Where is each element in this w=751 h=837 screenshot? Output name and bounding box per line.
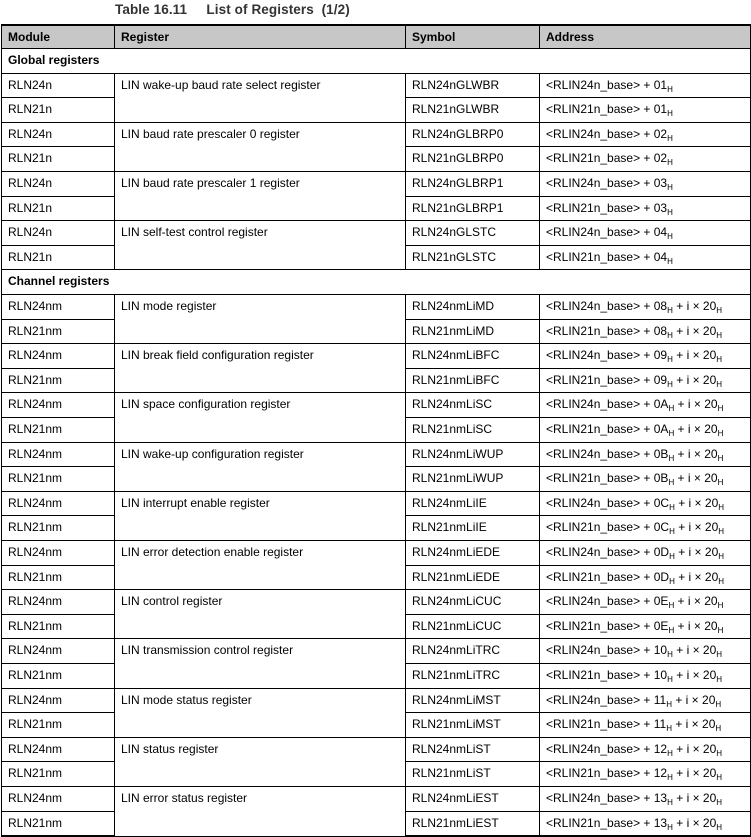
symbol-cell: RLN21nmLiCUC [406, 614, 540, 639]
address-cell [540, 221, 751, 246]
symbol-cell: RLN21nmLiIE [406, 516, 540, 541]
section-title: Global registers [2, 49, 751, 74]
address-cell [540, 491, 751, 516]
address-offset: <RLIN21n_base> + 09 [546, 372, 668, 387]
address-offset: <RLIN21n_base> + 02 [546, 151, 668, 166]
table-row [2, 639, 751, 664]
hex-suffix: H [667, 256, 673, 266]
address-offset: <RLIN24n_base> + 04 [546, 225, 668, 240]
hex-suffix: H [667, 84, 673, 94]
symbol-cell: RLN24nmLiTRC [406, 639, 540, 664]
symbol-cell: RLN21nmLiST [406, 762, 540, 787]
address-cell [540, 565, 751, 590]
table-row [2, 688, 751, 713]
address-offset: <RLIN21n_base> + 0D [546, 569, 670, 584]
hex-suffix: H [668, 478, 675, 488]
module-cell: RLN24nm [2, 786, 115, 811]
address-offset: <RLIN21n_base> + 0C [546, 520, 670, 535]
symbol-cell: RLN24nGLBRP0 [406, 122, 540, 147]
hex-suffix: H [666, 724, 672, 734]
header-symbol: Symbol [406, 25, 540, 49]
header-address: Address [540, 25, 751, 49]
symbol-cell: RLN24nmLiMD [406, 295, 540, 320]
hex-suffix: H [716, 797, 723, 807]
hex-suffix: H [717, 601, 724, 611]
address-cell [540, 737, 751, 762]
register-name-cell: LIN space configuration register [115, 393, 406, 442]
table-header-row [2, 25, 751, 49]
address-stride: + i × 20 [674, 569, 719, 584]
module-cell: RLN24n [2, 73, 115, 98]
hex-suffix: H [667, 330, 673, 340]
register-name-cell: LIN status register [115, 737, 406, 786]
symbol-cell: RLN21nmLiBFC [406, 368, 540, 393]
address-offset: <RLIN24n_base> + 09 [546, 348, 668, 363]
address-offset: <RLIN21n_base> + 08 [546, 323, 668, 338]
module-cell: RLN24nm [2, 737, 115, 762]
address-offset: <RLIN24n_base> + 13 [546, 790, 668, 805]
table-row [2, 540, 751, 565]
address-cell [540, 98, 751, 123]
symbol-cell: RLN21nmLiEDE [406, 565, 540, 590]
module-cell: RLN24n [2, 122, 115, 147]
address-cell [540, 418, 751, 443]
hex-suffix: H [667, 355, 673, 365]
hex-suffix: H [667, 133, 673, 143]
address-offset: <RLIN24n_base> + 03 [546, 176, 668, 191]
module-cell: RLN24nm [2, 688, 115, 713]
register-name-cell: LIN break field configuration register [115, 344, 406, 393]
register-name-cell: LIN transmission control register [115, 639, 406, 688]
address-offset: <RLIN21n_base> + 0B [546, 471, 669, 486]
address-cell [540, 344, 751, 369]
address-cell [540, 295, 751, 320]
table-row [2, 122, 751, 147]
address-cell [540, 786, 751, 811]
hex-suffix: H [667, 183, 673, 193]
hex-suffix: H [667, 650, 673, 660]
address-offset: <RLIN21n_base> + 12 [546, 766, 668, 781]
table-row [2, 221, 751, 246]
address-stride: + i × 20 [672, 667, 717, 682]
module-cell: RLN21nm [2, 811, 115, 836]
address-cell [540, 196, 751, 221]
module-cell: RLN21n [2, 147, 115, 172]
register-name-cell: LIN error status register [115, 786, 406, 836]
hex-suffix: H [718, 576, 725, 586]
table-row [2, 393, 751, 418]
module-cell: RLN24nm [2, 344, 115, 369]
address-offset: <RLIN24n_base> + 12 [546, 741, 668, 756]
hex-suffix: H [716, 748, 723, 758]
address-stride: + i × 20 [674, 594, 718, 609]
table-row [2, 786, 751, 811]
symbol-cell: RLN21nGLWBR [406, 98, 540, 123]
address-cell [540, 663, 751, 688]
hex-suffix: H [667, 379, 673, 389]
module-cell: RLN24n [2, 221, 115, 246]
address-stride: + i × 20 [672, 643, 717, 658]
address-cell [540, 614, 751, 639]
register-name-cell: LIN wake-up baud rate select register [115, 73, 406, 122]
hex-suffix: H [716, 674, 723, 684]
hex-suffix: H [667, 232, 673, 242]
address-offset: <RLIN21n_base> + 0A [546, 422, 669, 436]
address-cell [540, 516, 751, 541]
table-row [2, 491, 751, 516]
address-stride: + i × 20 [674, 495, 719, 510]
symbol-cell: RLN21nmLiEST [406, 811, 540, 836]
address-stride: + i × 20 [674, 397, 718, 412]
address-stride: + i × 20 [674, 618, 718, 633]
module-cell: RLN21nm [2, 368, 115, 393]
symbol-cell: RLN24nmLiEDE [406, 540, 540, 565]
hex-suffix: H [668, 601, 675, 611]
address-offset: <RLIN21n_base> + 13 [546, 815, 668, 830]
address-stride: + i × 20 [674, 520, 719, 535]
address-offset: <RLIN21n_base> + 0E [546, 618, 669, 633]
address-stride: + i × 20 [672, 815, 717, 830]
address-offset: <RLIN24n_base> + 0A [546, 397, 669, 412]
hex-suffix: H [717, 453, 724, 463]
module-cell: RLN21nm [2, 762, 115, 787]
symbol-cell: RLN24nmLiCUC [406, 590, 540, 615]
address-cell [540, 122, 751, 147]
symbol-cell: RLN21nGLSTC [406, 245, 540, 270]
address-offset: <RLIN21n_base> + 01 [546, 102, 668, 117]
hex-suffix: H [667, 306, 673, 316]
address-cell [540, 713, 751, 738]
address-cell [540, 540, 751, 565]
table-row [2, 344, 751, 369]
hex-suffix: H [717, 429, 724, 438]
table-row [2, 590, 751, 615]
module-cell: RLN24nm [2, 540, 115, 565]
register-table [1, 24, 751, 837]
hex-suffix: H [667, 158, 673, 168]
address-offset: <RLIN24n_base> + 08 [546, 299, 668, 314]
hex-suffix: H [715, 724, 722, 734]
address-cell [540, 393, 751, 418]
address-stride: + i × 20 [672, 717, 716, 732]
module-cell: RLN21nm [2, 319, 115, 344]
symbol-cell: RLN24nmLiMST [406, 688, 540, 713]
hex-suffix: H [717, 404, 724, 414]
address-stride: + i × 20 [674, 446, 718, 461]
address-cell [540, 147, 751, 172]
hex-suffix: H [668, 429, 675, 438]
module-cell: RLN21nm [2, 565, 115, 590]
address-stride: + i × 20 [672, 348, 717, 363]
address-stride: + i × 20 [672, 323, 717, 338]
hex-suffix: H [667, 773, 673, 783]
hex-suffix: H [667, 109, 673, 119]
module-cell: RLN21nm [2, 713, 115, 738]
table-caption: Table 16.11 List of Registers (1/2) [115, 2, 350, 17]
address-offset: <RLIN24n_base> + 11 [546, 692, 667, 707]
address-cell [540, 639, 751, 664]
register-name-cell: LIN mode status register [115, 688, 406, 737]
section-row [2, 270, 751, 295]
register-name-cell: LIN baud rate prescaler 1 register [115, 172, 406, 221]
section-row [2, 49, 751, 74]
symbol-cell: RLN21nmLiMST [406, 713, 540, 738]
address-offset: <RLIN21n_base> + 04 [546, 249, 668, 264]
symbol-cell: RLN24nGLBRP1 [406, 172, 540, 197]
symbol-cell: RLN24nmLiWUP [406, 442, 540, 467]
hex-suffix: H [717, 625, 724, 635]
address-stride: + i × 20 [674, 422, 718, 436]
address-stride: + i × 20 [672, 299, 717, 314]
address-offset: <RLIN24n_base> + 0E [546, 594, 669, 609]
module-cell: RLN24nm [2, 590, 115, 615]
register-name-cell: LIN error detection enable register [115, 540, 406, 589]
hex-suffix: H [669, 576, 675, 586]
address-offset: <RLIN24n_base> + 0D [546, 544, 670, 559]
address-cell [540, 811, 751, 836]
module-cell: RLN21nm [2, 516, 115, 541]
module-cell: RLN24nm [2, 442, 115, 467]
address-cell [540, 319, 751, 344]
address-stride: + i × 20 [672, 790, 717, 805]
hex-suffix: H [716, 330, 723, 340]
address-cell [540, 73, 751, 98]
address-cell [540, 467, 751, 492]
register-name-cell: LIN wake-up configuration register [115, 442, 406, 491]
hex-suffix: H [667, 748, 673, 758]
symbol-cell: RLN21nmLiTRC [406, 663, 540, 688]
address-offset: <RLIN21n_base> + 10 [546, 667, 668, 682]
register-name-cell: LIN baud rate prescaler 0 register [115, 122, 406, 171]
table-row [2, 737, 751, 762]
symbol-cell: RLN24nmLiSC [406, 393, 540, 418]
hex-suffix: H [667, 674, 673, 684]
module-cell: RLN21nm [2, 418, 115, 443]
hex-suffix: H [718, 527, 725, 537]
address-stride: + i × 20 [672, 692, 716, 707]
address-stride: + i × 20 [672, 741, 717, 756]
address-offset: <RLIN21n_base> + 03 [546, 200, 668, 215]
table-row [2, 73, 751, 98]
hex-suffix: H [668, 453, 675, 463]
table-row [2, 295, 751, 320]
module-cell: RLN21nm [2, 614, 115, 639]
symbol-cell: RLN21nmLiSC [406, 418, 540, 443]
module-cell: RLN21n [2, 196, 115, 221]
hex-suffix: H [716, 822, 723, 832]
section-title: Channel registers [2, 270, 751, 295]
hex-suffix: H [716, 379, 723, 389]
symbol-cell: RLN21nmLiWUP [406, 467, 540, 492]
hex-suffix: H [669, 527, 675, 537]
address-cell [540, 245, 751, 270]
address-cell [540, 172, 751, 197]
module-cell: RLN21nm [2, 467, 115, 492]
hex-suffix: H [667, 797, 673, 807]
hex-suffix: H [666, 699, 672, 709]
module-cell: RLN21n [2, 245, 115, 270]
symbol-cell: RLN21nmLiMD [406, 319, 540, 344]
symbol-cell: RLN24nGLWBR [406, 73, 540, 98]
hex-suffix: H [668, 625, 675, 635]
address-stride: + i × 20 [674, 471, 718, 486]
module-cell: RLN24nm [2, 639, 115, 664]
register-name-cell: LIN self-test control register [115, 221, 406, 270]
register-name-cell: LIN interrupt enable register [115, 491, 406, 540]
address-cell [540, 762, 751, 787]
symbol-cell: RLN21nGLBRP0 [406, 147, 540, 172]
header-module: Module [2, 25, 115, 49]
table-row [2, 442, 751, 467]
module-cell: RLN24nm [2, 491, 115, 516]
header-register: Register [115, 25, 406, 49]
register-name-cell: LIN mode register [115, 295, 406, 344]
symbol-cell: RLN24nmLiEST [406, 786, 540, 811]
hex-suffix: H [716, 355, 723, 365]
module-cell: RLN21nm [2, 663, 115, 688]
symbol-cell: RLN24nmLiBFC [406, 344, 540, 369]
address-offset: <RLIN21n_base> + 11 [546, 717, 667, 732]
hex-suffix: H [717, 478, 724, 488]
address-offset: <RLIN24n_base> + 02 [546, 126, 668, 141]
hex-suffix: H [716, 773, 723, 783]
address-offset: <RLIN24n_base> + 10 [546, 643, 668, 658]
symbol-cell: RLN24nGLSTC [406, 221, 540, 246]
address-cell [540, 442, 751, 467]
hex-suffix: H [715, 699, 722, 709]
module-cell: RLN24nm [2, 295, 115, 320]
register-name-cell: LIN control register [115, 590, 406, 639]
symbol-cell: RLN21nGLBRP1 [406, 196, 540, 221]
hex-suffix: H [716, 306, 723, 316]
address-offset: <RLIN24n_base> + 01 [546, 77, 668, 92]
symbol-cell: RLN24nmLiIE [406, 491, 540, 516]
address-cell [540, 368, 751, 393]
hex-suffix: H [718, 551, 725, 561]
address-stride: + i × 20 [672, 766, 717, 781]
address-stride: + i × 20 [672, 372, 717, 387]
hex-suffix: H [718, 502, 725, 512]
hex-suffix: H [669, 502, 675, 512]
module-cell: RLN24n [2, 172, 115, 197]
address-offset: <RLIN24n_base> + 0C [546, 495, 670, 510]
hex-suffix: H [667, 822, 673, 832]
hex-suffix: H [668, 404, 675, 414]
module-cell: RLN21n [2, 98, 115, 123]
module-cell: RLN24nm [2, 393, 115, 418]
address-cell [540, 590, 751, 615]
symbol-cell: RLN24nmLiST [406, 737, 540, 762]
address-cell [540, 688, 751, 713]
table-row [2, 172, 751, 197]
hex-suffix: H [716, 650, 723, 660]
address-stride: + i × 20 [674, 544, 719, 559]
hex-suffix: H [669, 551, 675, 561]
table-body [2, 49, 751, 837]
address-offset: <RLIN24n_base> + 0B [546, 446, 669, 461]
hex-suffix: H [667, 207, 673, 217]
